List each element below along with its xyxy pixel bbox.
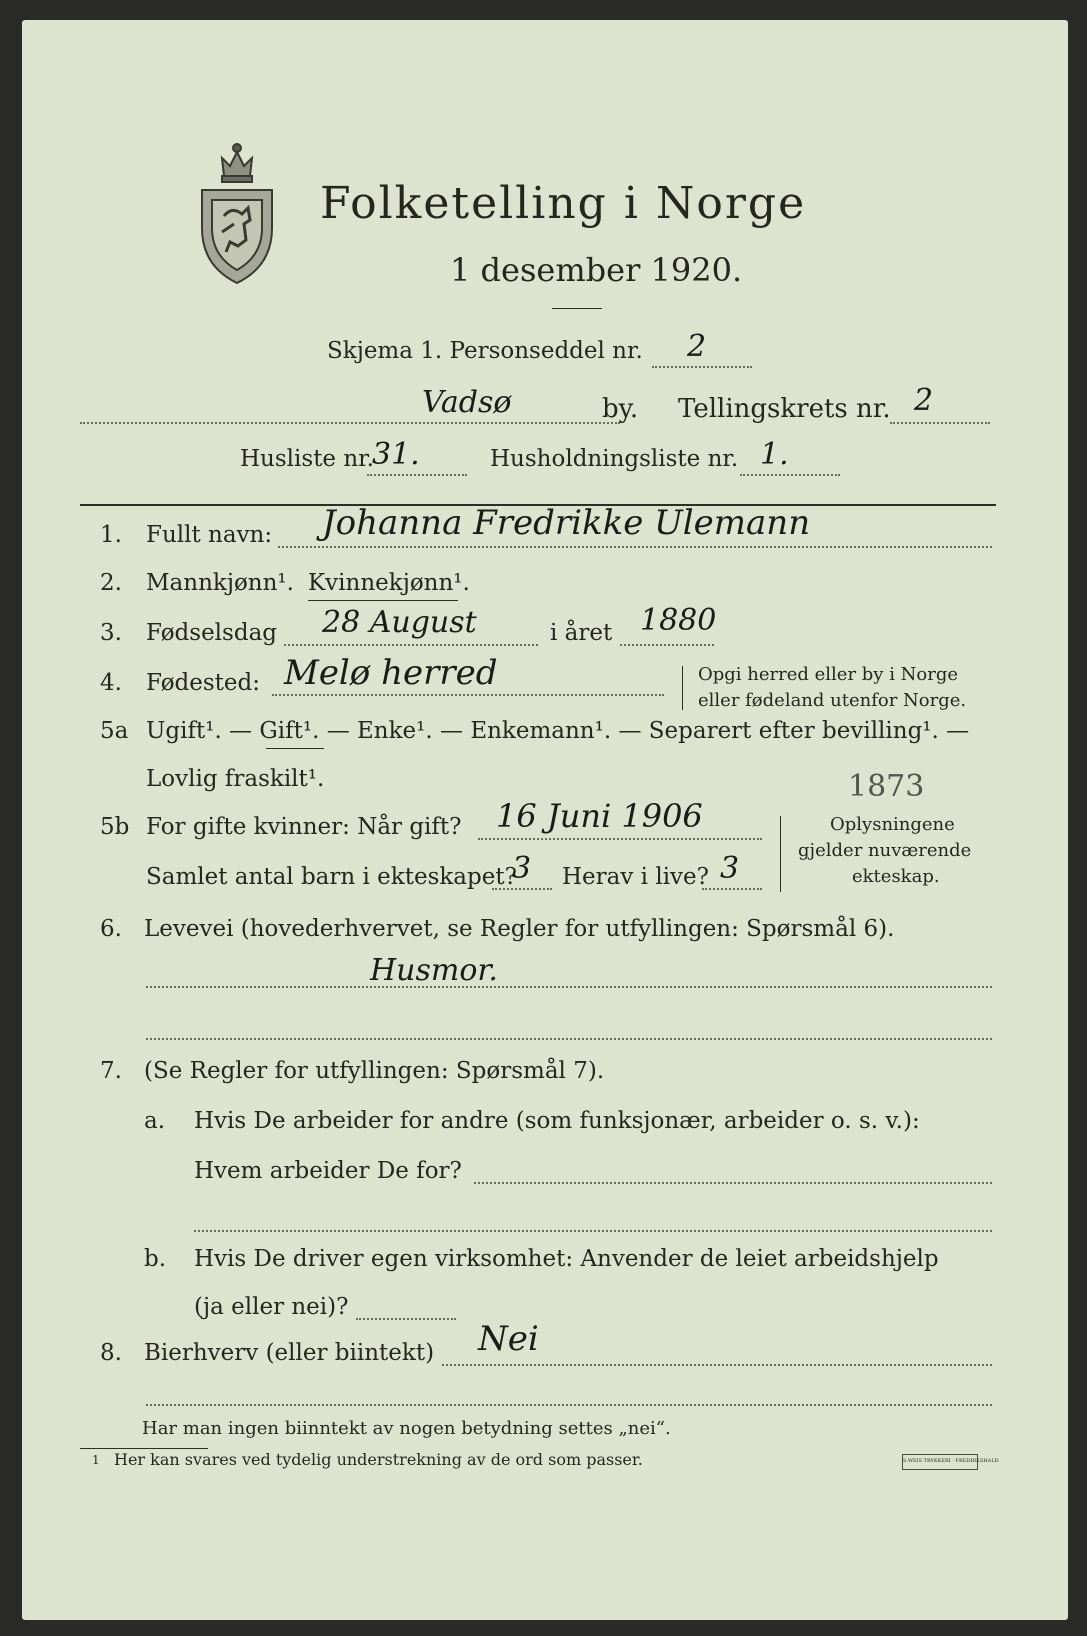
census-form-sheet (22, 20, 1068, 1620)
q1-answer: Johanna Fredrikke Ulemann (322, 503, 811, 543)
krets-label: Tellingskrets nr. (678, 394, 891, 424)
q2-male: Mannkjønn¹. (146, 570, 294, 596)
q7a-line (474, 1182, 992, 1184)
husliste-nr-line (367, 474, 467, 476)
q4-note-brace (682, 666, 683, 710)
q5b-alive-line (702, 888, 762, 890)
q4-number: 4. (100, 670, 122, 696)
husholdning-label: Husholdningsliste nr. (490, 446, 739, 472)
q5b-answer: 16 Juni 1906 (496, 797, 703, 835)
q3-label: Fødselsdag (146, 620, 278, 646)
q4-note-line1: Opgi herred eller by i Norge (698, 664, 959, 685)
q7-label: (Se Regler for utfyllingen: Spørsmål 7). (144, 1058, 605, 1084)
q1-line (278, 546, 992, 548)
q5b-margin-note: 1873 (848, 769, 925, 804)
footnote-text: Her kan svares ved tydelig understrekning av de ord som passer. (114, 1450, 643, 1469)
q7a-line2: Hvem arbeider De for? (194, 1158, 462, 1184)
norway-coat-of-arms-icon (194, 128, 280, 288)
q7b-line1: Hvis De driver egen virksomhet: Anvender de leiet arbeidshjelp (194, 1246, 939, 1272)
by-value: Vadsø (422, 385, 512, 420)
q3-line (284, 644, 538, 646)
q5b-note-line1: Oplysningene (830, 814, 955, 835)
q8-line (442, 1364, 992, 1366)
q5b-children-label: Samlet antal barn i ekteskapet? (146, 864, 517, 890)
q7b-number: b. (144, 1246, 167, 1272)
footnote-mark: 1 (92, 1453, 100, 1467)
q6-number: 6. (100, 916, 122, 942)
q7b-line (356, 1318, 456, 1320)
q2-female-underline (308, 600, 458, 601)
q5b-children-line (492, 888, 552, 890)
q4-note-line2: eller fødeland utenfor Norge. (698, 690, 967, 711)
q3-number: 3. (100, 620, 122, 646)
q5b-number: 5b (100, 814, 130, 840)
printer-stamp-text: S.WEIS TRYKKERI · FREDRIKSHALD (903, 1458, 999, 1464)
q5b-children-value: 3 (512, 851, 532, 886)
q5b-alive-label: Herav i live? (562, 864, 709, 890)
q5b-label: For gifte kvinner: Når gift? (146, 814, 462, 840)
q5a-number: 5a (100, 718, 129, 744)
q8-line-extra (146, 1404, 992, 1406)
q5a-line1: Ugift¹. — Gift¹. — Enke¹. — Enkemann¹. — Separert efter bevilling¹. — (146, 718, 970, 744)
q6-line2 (146, 1038, 992, 1040)
q7b-line2: (ja eller nei)? (194, 1294, 349, 1320)
q8-number: 8. (100, 1340, 122, 1366)
q7a-line-extra (194, 1230, 992, 1232)
printer-stamp (902, 1454, 999, 1470)
q8-answer: Nei (478, 1319, 539, 1359)
q6-line1 (146, 986, 992, 988)
q5a-gift-underline (266, 748, 324, 749)
by-line (80, 422, 620, 424)
q3-year-value: 1880 (640, 603, 717, 638)
q2-number: 2. (100, 570, 122, 596)
krets-nr-line (890, 422, 990, 424)
q3-answer: 28 August (322, 605, 477, 640)
q3-year-label: i året (550, 620, 613, 646)
title-divider (552, 308, 602, 309)
q5b-alive-value: 3 (720, 851, 740, 886)
schema-nr-line (652, 366, 752, 368)
husholdning-nr-line (740, 474, 840, 476)
q5b-line (478, 838, 762, 840)
q6-answer: Husmor. (370, 953, 498, 988)
q5b-note-line3: ekteskap. (852, 866, 940, 887)
q5b-note-brace (780, 816, 781, 892)
krets-nr-value: 2 (914, 383, 934, 418)
q7a-number: a. (144, 1108, 166, 1134)
husholdning-nr-value: 1. (760, 437, 789, 472)
q7a-line1: Hvis De arbeider for andre (som funksjonær, arbeider o. s. v.): (194, 1108, 920, 1134)
husliste-nr-value: 31. (372, 437, 420, 472)
q1-number: 1. (100, 522, 122, 548)
by-label: by. (602, 394, 639, 424)
husliste-label: Husliste nr. (240, 446, 374, 472)
q8-label: Bierhverv (eller biintekt) (144, 1340, 435, 1366)
footnote-rule (80, 1448, 208, 1449)
q5a-line2: Lovlig fraskilt¹. (146, 766, 325, 792)
schema-nr-value: 2 (687, 329, 707, 364)
q3-year-line (620, 644, 714, 646)
q5b-note-line2: gjelder nuværende (798, 840, 972, 861)
q7-number: 7. (100, 1058, 122, 1084)
q4-label: Fødested: (146, 670, 261, 696)
census-date: 1 desember 1920. (450, 251, 743, 289)
q4-line (272, 694, 664, 696)
q1-label: Fullt navn: (146, 522, 273, 548)
page-title: Folketelling i Norge (320, 178, 807, 229)
q6-label: Levevei (hovederhvervet, se Regler for utfyllingen: Spørsmål 6). (144, 916, 895, 942)
q4-answer: Melø herred (284, 653, 498, 693)
q2-female: Kvinnekjønn¹. (308, 570, 470, 596)
schema-label: Skjema 1. Personseddel nr. (327, 338, 643, 364)
footer-note: Har man ingen biinntekt av nogen betydning settes „nei“. (142, 1418, 671, 1439)
